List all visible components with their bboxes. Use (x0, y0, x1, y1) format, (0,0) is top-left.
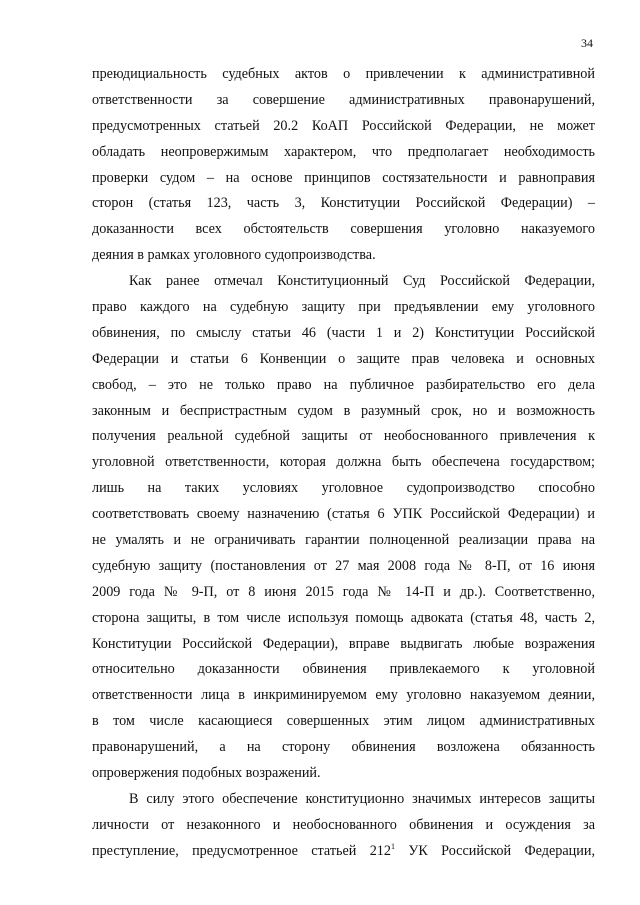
superscript: 1 (391, 841, 395, 851)
page-number: 34 (581, 36, 593, 50)
text-line: уголовной ответственности, которая должна быть обеспечена государством; (92, 454, 595, 471)
text-line: судебную защиту (постановления от 27 мая 2008 года № 8-П, от 16 июня (92, 557, 595, 574)
text-line: соответствовать своему назначению (статья 6 УПК Российской Федерации) и (92, 506, 595, 523)
text-line: доказанности всех обстоятельств совершения уголовно наказуемого (92, 221, 595, 238)
text-line: Как ранее отмечал Конституционный Суд Российской Федерации, (129, 273, 595, 290)
text-line: преюдициальность судебных актов о привлечении к административной (92, 66, 595, 82)
text-line: проверки судом – на основе принципов состязательности и равноправия (92, 169, 595, 186)
text-line: свобод, – это не только право на публичное разбирательство его дела (92, 376, 595, 393)
text-line: ответственности лица в инкриминируемом ему уголовно наказуемом деянии, (92, 687, 595, 704)
paragraph-2 (92, 269, 595, 787)
text-line: обвинения, по смыслу статьи 46 (части 1 и 2) Конституции Российской (92, 324, 595, 341)
text-line: правонарушений, а на сторону обвинения возложена обязанность (92, 739, 595, 756)
text-line: в том числе касающиеся совершенных этим лицом административных (92, 713, 595, 730)
text-line: не умалять и не ограничивать гарантии полноценной реализации права на (92, 532, 595, 549)
text-line: личности от незаконного и необоснованного обвинения и осуждения за (92, 816, 595, 833)
text-line: относительно доказанности обвинения привлекаемого к уголовной (92, 661, 595, 678)
document-body (92, 62, 595, 865)
text-line: ответственности за совершение административных правонарушений, (92, 91, 595, 108)
text-line: В силу этого обеспечение конституционно значимых интересов защиты (129, 790, 595, 807)
text-line: Федерации и статьи 6 Конвенции о защите прав человека и основных (92, 350, 595, 367)
text-line: опровержения подобных возражений. (92, 765, 321, 782)
text-line: лишь на таких условиях уголовное судопроизводство способно (92, 480, 595, 497)
text-line: сторон (статья 123, часть 3, Конституции Российской Федерации) – (92, 195, 595, 212)
text-line: предусмотренных статьей 20.2 КоАП Российской Федерации, не может (92, 117, 595, 134)
text-line: получения реальной судебной защиты от необоснованного привлечения к (92, 428, 595, 445)
text-line-with-superscript (92, 839, 595, 865)
text-line: право каждого на судебную защиту при предъявлении ему уголовного (92, 299, 595, 316)
text-line: обладать неопровержимым характером, что предполагает необходимость (92, 143, 595, 160)
text-line: законным и беспристрастным судом в разумный срок, но и возможность (92, 402, 595, 419)
text-line: сторона защиты, в том числе используя помощь адвоката (статья 48, часть 2, (92, 609, 595, 626)
text-line: 2009 года № 9-П, от 8 июня 2015 года № 14-П и др.). Соответственно, (92, 583, 595, 600)
paragraph-1 (92, 62, 595, 269)
text-line: деяния в рамках уголовного судопроизводства. (92, 247, 376, 264)
text-segment: УК Российской Федерации, (395, 842, 595, 859)
text-line: Конституции Российской Федерации), вправе выдвигать любые возражения (92, 635, 595, 652)
paragraph-3 (92, 787, 595, 865)
text-segment: преступление, предусмотренное статьей 212 (92, 842, 391, 859)
